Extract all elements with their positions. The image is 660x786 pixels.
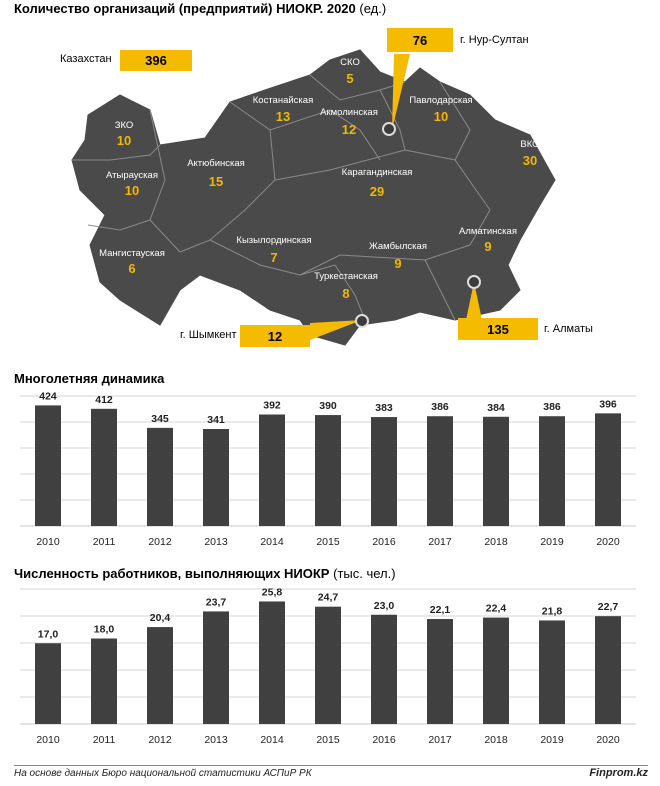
x-tick-label: 2020 xyxy=(596,734,620,746)
shymkent-label: г. Шымкент xyxy=(180,329,237,341)
bar xyxy=(539,620,565,724)
x-tick-label: 2011 xyxy=(92,536,116,548)
bar xyxy=(203,611,229,724)
bar-value-label: 412 xyxy=(95,393,113,406)
chart2-title-unit: (тыс. чел.) xyxy=(333,566,396,581)
region-name: Павлодарская xyxy=(409,95,473,106)
footer-source: На основе данных Бюро национальной статистики АСПиР РК xyxy=(14,768,312,779)
x-tick-label: 2016 xyxy=(372,734,396,746)
region-value: 10 xyxy=(124,183,140,198)
x-tick-label: 2018 xyxy=(484,734,508,746)
bar-value-label: 23,0 xyxy=(373,599,395,612)
bar-value-label: 384 xyxy=(487,401,505,414)
bar-value-label: 383 xyxy=(375,402,393,415)
bar-value-label: 24,7 xyxy=(317,591,339,604)
bar-value-label: 22,4 xyxy=(485,602,507,615)
bar xyxy=(483,417,509,526)
x-tick-label: 2012 xyxy=(148,536,172,548)
bar xyxy=(91,409,117,526)
x-tick-label: 2010 xyxy=(36,734,60,746)
x-tick-label: 2013 xyxy=(204,536,228,548)
nur-sultan-value: 76 xyxy=(387,28,453,52)
bar xyxy=(259,414,285,526)
chart2-svg xyxy=(0,583,660,747)
total-label: Казахстан xyxy=(60,53,112,65)
bar-value-label: 25,8 xyxy=(261,586,283,599)
bar xyxy=(147,627,173,724)
bar xyxy=(371,417,397,526)
title-text: Количество организаций (предприятий) НИОКР. 2020 xyxy=(14,1,356,16)
bar xyxy=(203,429,229,526)
bar-value-label: 392 xyxy=(263,399,281,412)
region-value: 29 xyxy=(369,184,385,199)
chart1-svg xyxy=(0,388,660,550)
bar-value-label: 20,4 xyxy=(149,612,171,625)
page-title xyxy=(14,1,386,16)
bar-value-label: 390 xyxy=(319,400,337,413)
x-tick-label: 2020 xyxy=(596,536,620,548)
region-name: Актюбинская xyxy=(187,158,245,169)
x-tick-label: 2011 xyxy=(92,734,116,746)
nur-sultan-marker xyxy=(383,123,395,135)
x-tick-label: 2015 xyxy=(316,734,340,746)
bar xyxy=(427,619,453,724)
bar xyxy=(595,616,621,724)
x-tick-label: 2016 xyxy=(372,536,396,548)
bar xyxy=(35,405,61,526)
bar xyxy=(35,643,61,724)
chart1-title: Многолетняя динамика xyxy=(14,371,165,386)
chart2-title-text: Численность работников, выполняющих НИОКР xyxy=(14,566,330,581)
chart2-title xyxy=(14,566,396,581)
bar xyxy=(315,415,341,526)
bar xyxy=(427,416,453,526)
bar xyxy=(483,618,509,724)
footer-brand: Finprom.kz xyxy=(589,767,648,779)
country-shape xyxy=(72,50,555,345)
bar-value-label: 18,0 xyxy=(93,623,115,636)
bar-value-label: 341 xyxy=(207,414,225,427)
x-tick-label: 2019 xyxy=(540,536,564,548)
region-value: 5 xyxy=(346,71,354,86)
almaty-value: 135 xyxy=(458,318,538,340)
region-name: СКО xyxy=(340,57,360,68)
bar xyxy=(371,615,397,724)
bar-value-label: 386 xyxy=(431,401,449,414)
bar xyxy=(147,428,173,526)
footer-divider xyxy=(14,765,648,766)
region-value: 9 xyxy=(394,256,402,271)
shymkent-value: 12 xyxy=(240,325,310,347)
bar-value-label: 22,7 xyxy=(597,601,619,614)
region-value: 10 xyxy=(116,133,132,148)
almaty-marker xyxy=(468,276,480,288)
region-name: Алматинская xyxy=(459,226,517,237)
bar-value-label: 345 xyxy=(151,412,169,425)
bar-value-label: 386 xyxy=(543,401,561,414)
region-name: Костанайская xyxy=(252,95,314,106)
shymkent-marker xyxy=(356,315,368,327)
x-tick-label: 2010 xyxy=(36,536,60,548)
region-name: Акмолинская xyxy=(320,107,378,118)
bar xyxy=(91,639,117,725)
region-value: 6 xyxy=(128,261,136,276)
total-value: 396 xyxy=(120,50,192,71)
x-tick-label: 2013 xyxy=(204,734,228,746)
bar-value-label: 396 xyxy=(599,398,617,411)
region-value: 13 xyxy=(275,109,291,124)
region-value: 10 xyxy=(433,109,449,124)
x-tick-label: 2017 xyxy=(428,536,452,548)
region-name: ЗКО xyxy=(114,120,134,131)
region-value: 8 xyxy=(342,286,350,301)
bar-value-label: 17,0 xyxy=(37,628,59,641)
almaty-label: г. Алматы xyxy=(544,323,593,335)
region-name: Туркестанская xyxy=(314,271,378,282)
x-tick-label: 2012 xyxy=(148,734,172,746)
title-unit: (ед.) xyxy=(359,1,387,16)
region-name: ВКО xyxy=(520,139,540,150)
region-value: 12 xyxy=(341,122,357,137)
x-tick-label: 2015 xyxy=(316,536,340,548)
bar xyxy=(539,416,565,526)
nur-sultan-label: г. Нур-Султан xyxy=(460,34,529,46)
bar-value-label: 22,1 xyxy=(429,604,451,617)
x-tick-label: 2014 xyxy=(260,536,284,548)
bar-value-label: 21,8 xyxy=(541,605,563,618)
region-value: 7 xyxy=(270,250,278,265)
bar xyxy=(259,601,285,724)
region-value: 15 xyxy=(208,174,224,189)
kazakhstan-map xyxy=(0,20,660,355)
region-name: Жамбылская xyxy=(369,241,427,252)
x-tick-label: 2014 xyxy=(260,734,284,746)
x-tick-label: 2018 xyxy=(484,536,508,548)
bar-value-label: 424 xyxy=(39,390,57,403)
region-value: 30 xyxy=(522,153,538,168)
bar xyxy=(315,607,341,724)
region-name: Карагандинская xyxy=(341,167,413,178)
region-value: 9 xyxy=(484,239,492,254)
region-name: Атырауская xyxy=(106,170,158,181)
region-name: Мангистауская xyxy=(99,248,165,259)
x-tick-label: 2019 xyxy=(540,734,564,746)
region-name: Кызылординская xyxy=(236,235,312,246)
bar-value-label: 23,7 xyxy=(205,596,227,609)
bar xyxy=(595,413,621,526)
x-tick-label: 2017 xyxy=(428,734,452,746)
map-land xyxy=(72,50,555,345)
